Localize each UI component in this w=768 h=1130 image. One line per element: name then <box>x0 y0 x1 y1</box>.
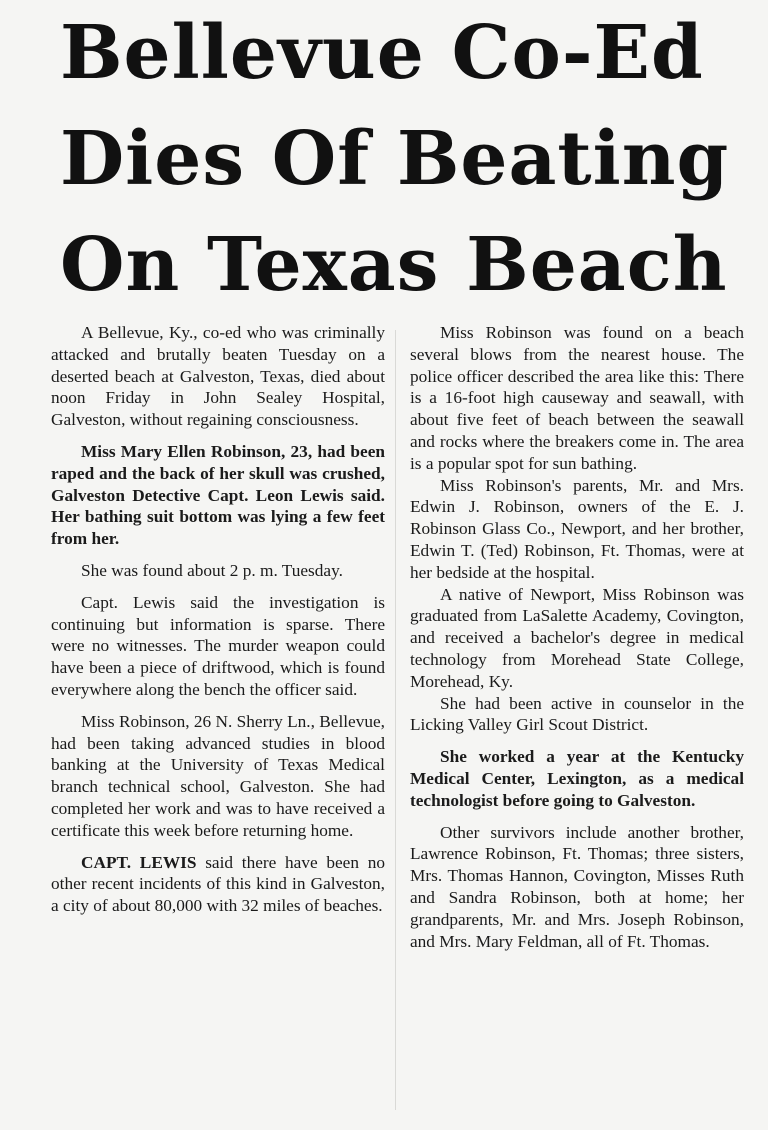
paragraph: Other survivors include another brother, Lawrence Robinson, Ft. Thomas; three sisters, Mrs. Thomas Hannon, Covington, Misses Ruth and Sandra Robinson, both at home; her grandparents, Mr. and Mrs. Joseph Robinson, and Mrs. Mary Feldman, all of Ft. Thomas. <box>410 822 744 951</box>
paragraph: Miss Robinson, 26 N. Sherry Ln., Bellevue, had been taking advanced studies in blood banking at the University of Texas Medical branch technical school, Galveston. She had completed her work and was to have received a certificate this week before returning home. <box>51 711 385 840</box>
paragraph-lead-in: CAPT. LEWIS <box>81 852 197 872</box>
headline-line-1: Bellevue Co-Ed <box>60 10 704 96</box>
paragraph: She had been active in counselor in the Licking Valley Girl Scout District. <box>410 693 744 735</box>
paragraph: A native of Newport, Miss Robinson was graduated from LaSalette Academy, Covington, and received a bachelor's degree in medical technology from Morehead State College, Morehead, Ky. <box>410 584 744 691</box>
paragraph: Capt. Lewis said the investigation is continuing but information is sparse. There were no witnesses. The murder weapon could have been a piece of driftwood, which is found everywhere along the bench the officer said. <box>51 592 385 699</box>
headline-line-2: Dies Of Beating <box>60 116 730 202</box>
paragraph <box>51 852 385 917</box>
paragraph-bold: She worked a year at the Kentucky Medical Center, Lexington, as a medical technologist before going to Galveston. <box>410 747 744 810</box>
headline <box>60 0 750 318</box>
headline-line-3: On Texas Beach <box>60 222 728 308</box>
paragraph: She was found about 2 p. m. Tuesday. <box>81 560 343 580</box>
article-column-left <box>51 322 385 917</box>
paragraph-bold: Miss Mary Ellen Robinson, 23, had been raped and the back of her skull was crushed, Galveston Detective Capt. Leon Lewis said. Her bathing suit bottom was lying a few feet from her. <box>51 441 385 549</box>
paragraph: Miss Robinson was found on a beach several blows from the nearest house. The police officer described the area like this: There is a 16-foot high causeway and seawall, with about five feet of beach between the seawall and rocks where the breakers come in. The area is a popular spot for sun bathing. <box>410 323 744 473</box>
paragraph: Miss Robinson's parents, Mr. and Mrs. Edwin J. Robinson, owners of the E. J. Robinson Glass Co., Newport, and her brother, Edwin T. (Ted) Robinson, Ft. Thomas, were at her bedside at the hospital. <box>410 475 744 582</box>
paragraph: A Bellevue, Ky., co-ed who was criminally attacked and brutally beaten Tuesday on a deserted beach at Galveston, Texas, died about noon Friday in John Sealey Hospital, Galveston, without regaining consciousness. <box>51 323 385 430</box>
column-divider <box>395 330 396 1110</box>
paragraph-text: said there have been no other recent incidents of this kind in Galveston, a city of about 80,000 with 32 miles of beaches. <box>51 852 385 916</box>
article-column-right <box>410 322 744 952</box>
